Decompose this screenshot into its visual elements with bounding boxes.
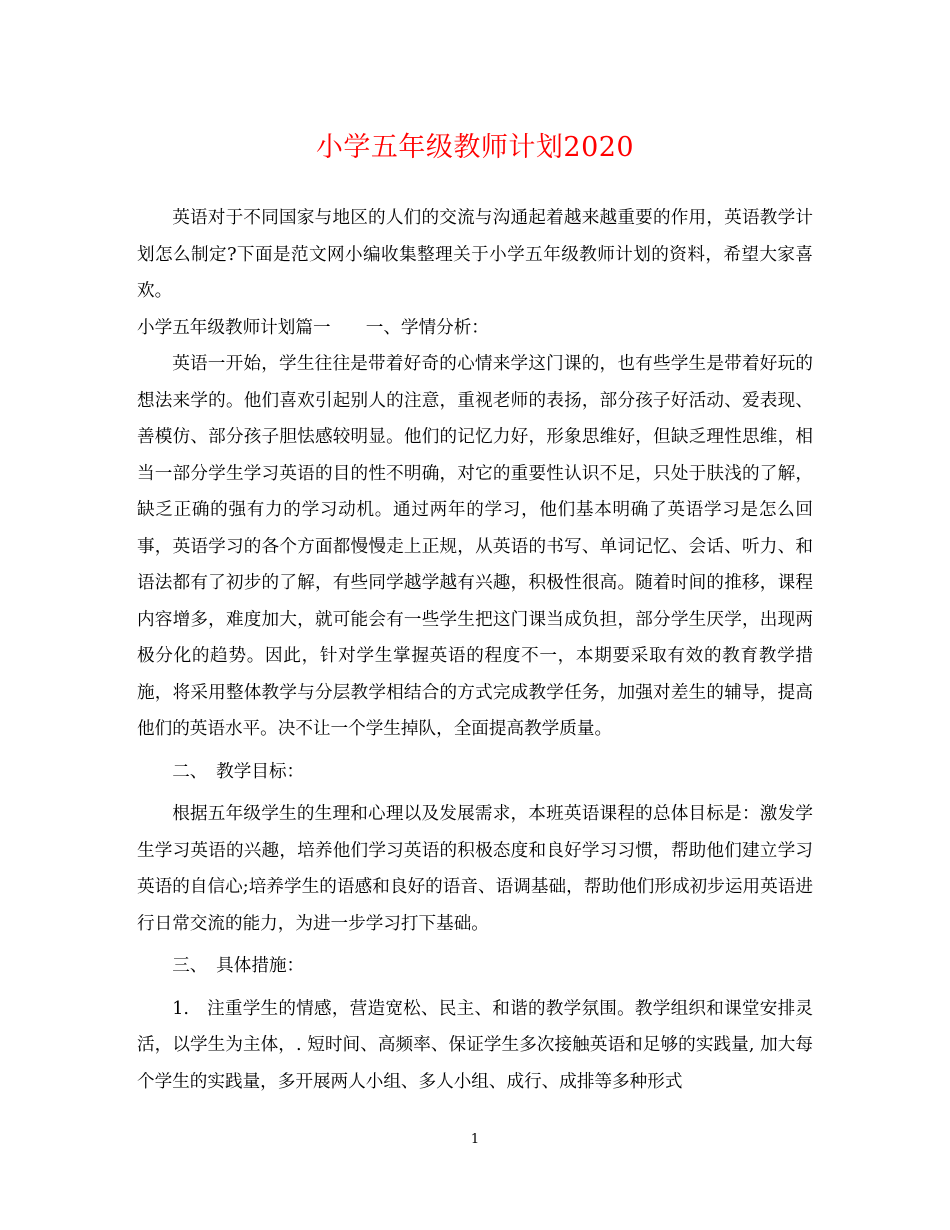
teaching-goals-paragraph: 根据五年级学生的生理和心理以及发展需求，本班英语课程的总体目标是：激发学生学习英语的兴趣，培养他们学习英语的积极态度和良好学习习惯，帮助他们建立学习英语的自信心;培养学生的语感和良好的语音、语调基础，帮助他们形成初步运用英语进行日常交流的能力，为进一步学习打下基础。 bbox=[137, 804, 813, 934]
section-heading-learning-analysis: 小学五年级教师计划篇一 一、学情分析： bbox=[137, 317, 489, 338]
document-title: 小学五年级教师计划2020 bbox=[315, 132, 635, 163]
intro-paragraph: 英语对于不同国家与地区的人们的交流与沟通起着越来越重要的作用，英语教学计划怎么制定?下面是范文网小编收集整理关于小学五年级教师计划的资料，希望大家喜欢。 bbox=[137, 208, 813, 301]
page-number: 1 bbox=[470, 1132, 480, 1147]
measures-item-1: 1. 注重学生的情感，营造宽松、民主、和谐的教学氛围。教学组织和课堂安排灵活，以学生为主体，. 短时间、高频率、保证学生多次接触英语和足够的实践量, 加大每个学生的实践量，多开展两人小组、多人小组、成行、成排等多种形式 bbox=[137, 998, 813, 1092]
section-heading-measures: 三、 具体措施： bbox=[172, 956, 305, 976]
document-body bbox=[137, 200, 813, 1100]
section-heading-teaching-goals: 二、 教学目标： bbox=[172, 761, 305, 782]
learning-analysis-paragraph: 英语一开始，学生往往是带着好奇的心情来学这门课的，也有些学生是带着好玩的想法来学的。他们喜欢引起别人的注意，重视老师的表扬，部分孩子好活动、爱表现、善模仿、部分孩子胆怯感较明显。他们的记忆力好，形象思维好，但缺乏理性思维，相当一部分学生学习英语的目的性不明确，对它的重要性认识不足，只处于肤浅的了解，缺乏正确的强有力的学习动机。通过两年的学习，他们基本明确了英语学习是怎么回事，英语学习的各个方面都慢慢走上正规，从英语的书写、单词记忆、会话、听力、和语法都有了初步的了解，有些同学越学越有兴趣，积极性很高。随着时间的推移，课程内容增多，难度加大，就可能会有一些学生把这门课当成负担，部分学生厌学，出现两极分化的趋势。因此，针对学生掌握英语的程度不一，本期要采取有效的教育教学措施，将采用整体教学与分层教学相结合的方式完成教学任务，加强对差生的辅导，提高他们的英语水平。决不让一个学生掉队，全面提高教学质量。 bbox=[137, 354, 813, 739]
